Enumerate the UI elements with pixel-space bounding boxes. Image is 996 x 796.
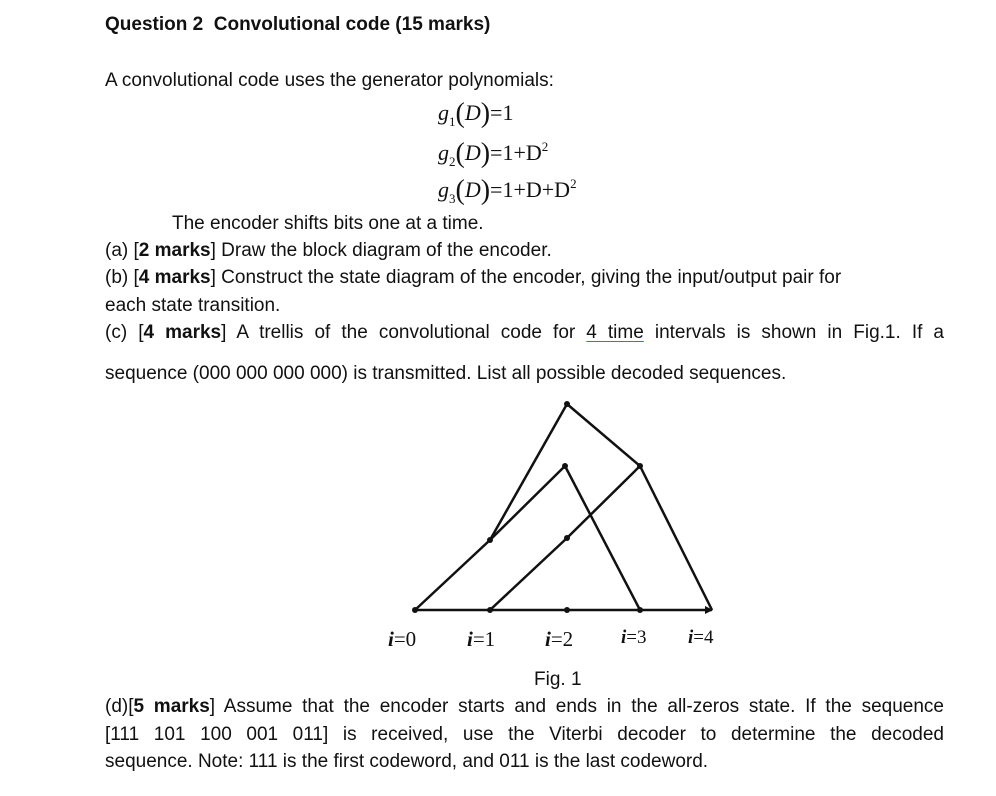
trellis-node: [564, 607, 570, 613]
part-c-text-after: intervals is shown in Fig.1. If a: [643, 322, 944, 343]
intro-text: A convolutional code uses the generator polynomials:: [105, 70, 554, 91]
part-d-marks: 5 marks: [133, 696, 210, 717]
part-b-line2: each state transition.: [105, 295, 281, 316]
part-c-line2: sequence (000 000 000 000) is transmitted. List all possible decoded sequences.: [105, 363, 787, 384]
question-heading: [105, 14, 490, 36]
part-c-text-before: ] A trellis of the convolutional code for: [221, 322, 587, 343]
trellis-edge-b: [490, 404, 567, 540]
equation-g2: $g_2(D)=1+D^2$: [438, 138, 549, 169]
equation-g3: $g_3(D)=1+D+D^2$: [438, 175, 577, 206]
part-b-line1: [105, 267, 841, 289]
part-a-prefix: (a) [: [105, 240, 139, 261]
time-label-0-eq: =0: [393, 627, 417, 651]
part-c-underlined: 4 time: [586, 322, 644, 343]
time-label-4-var: i: [688, 627, 694, 648]
part-c-prefix: (c) [: [105, 322, 144, 343]
part-b-prefix: (b) [: [105, 267, 139, 288]
question-title: Convolutional code (15 marks): [213, 14, 491, 35]
part-d-line3: sequence. Note: 111 is the first codeword, and 011 is the last codeword.: [105, 751, 709, 772]
trellis-edge-c: [567, 404, 640, 466]
eq2-rhs: 1+D: [502, 140, 542, 165]
trellis-edge-e: [490, 466, 565, 540]
eq3-exp: 2: [570, 176, 577, 191]
part-c-marks: 4 marks: [143, 322, 222, 343]
time-label-4: [688, 627, 714, 649]
time-label-2-eq: =2: [550, 627, 574, 651]
eq1-g: g: [438, 100, 449, 125]
eq3-rhs: 1+D+D: [502, 177, 571, 202]
eq2-g: g: [438, 140, 449, 165]
time-label-1-var: i: [467, 627, 473, 651]
part-d-prefix: (d)[: [105, 696, 134, 717]
trellis-node: [564, 401, 570, 407]
time-label-3-eq: =3: [626, 627, 647, 648]
trellis-node: [564, 535, 570, 541]
time-label-3: [621, 627, 647, 649]
part-b-marks: 4 marks: [138, 267, 211, 288]
trellis-diagram: [380, 395, 740, 625]
time-label-0-var: i: [388, 627, 394, 651]
part-a-marks: 2 marks: [138, 240, 211, 261]
trellis-edge-a: [415, 540, 490, 610]
eq3-g: g: [438, 177, 449, 202]
shift-note: The encoder shifts bits one at a time.: [172, 213, 484, 234]
trellis-node: [487, 607, 493, 613]
time-label-2: [545, 627, 573, 652]
trellis-edge-h: [567, 466, 640, 538]
trellis-node: [412, 607, 418, 613]
question-number: Question 2: [105, 14, 204, 35]
eq1-rhs: 1: [502, 100, 514, 125]
trellis-node: [637, 607, 643, 613]
time-label-1: [467, 627, 495, 652]
time-label-0: [388, 627, 416, 652]
eq2-exp: 2: [541, 139, 549, 154]
part-a: [105, 240, 552, 262]
trellis-edge-f: [565, 466, 640, 610]
trellis-edge-g: [490, 538, 567, 610]
trellis-node: [637, 463, 643, 469]
time-label-4-eq: =4: [693, 627, 714, 648]
time-label-1-eq: =1: [472, 627, 496, 651]
equation-g1: $g_1(D)=1$: [438, 98, 514, 129]
part-d-line2: [111 101 100 001 011] is received, use the Viterbi decoder to determine the decoded: [105, 724, 944, 745]
part-d-text: ] Assume that the encoder starts and ends in the all-zeros state. If the sequence: [209, 696, 944, 717]
eq1-sub: 1: [449, 114, 456, 129]
eq3-sub: 3: [449, 191, 456, 206]
trellis-node: [562, 463, 568, 469]
part-a-text: ] Draw the block diagram of the encoder.: [210, 240, 552, 261]
time-label-3-var: i: [621, 627, 627, 648]
part-d-line1: [105, 696, 944, 718]
trellis-edge-d: [640, 466, 712, 610]
time-label-2-var: i: [545, 627, 551, 651]
trellis-node: [487, 537, 493, 543]
part-c-line1: [105, 322, 944, 344]
eq2-sub: 2: [449, 154, 456, 169]
figure-caption: Fig. 1: [534, 669, 582, 690]
part-b-text: ] Construct the state diagram of the encoder, giving the input/output pair for: [210, 267, 842, 288]
